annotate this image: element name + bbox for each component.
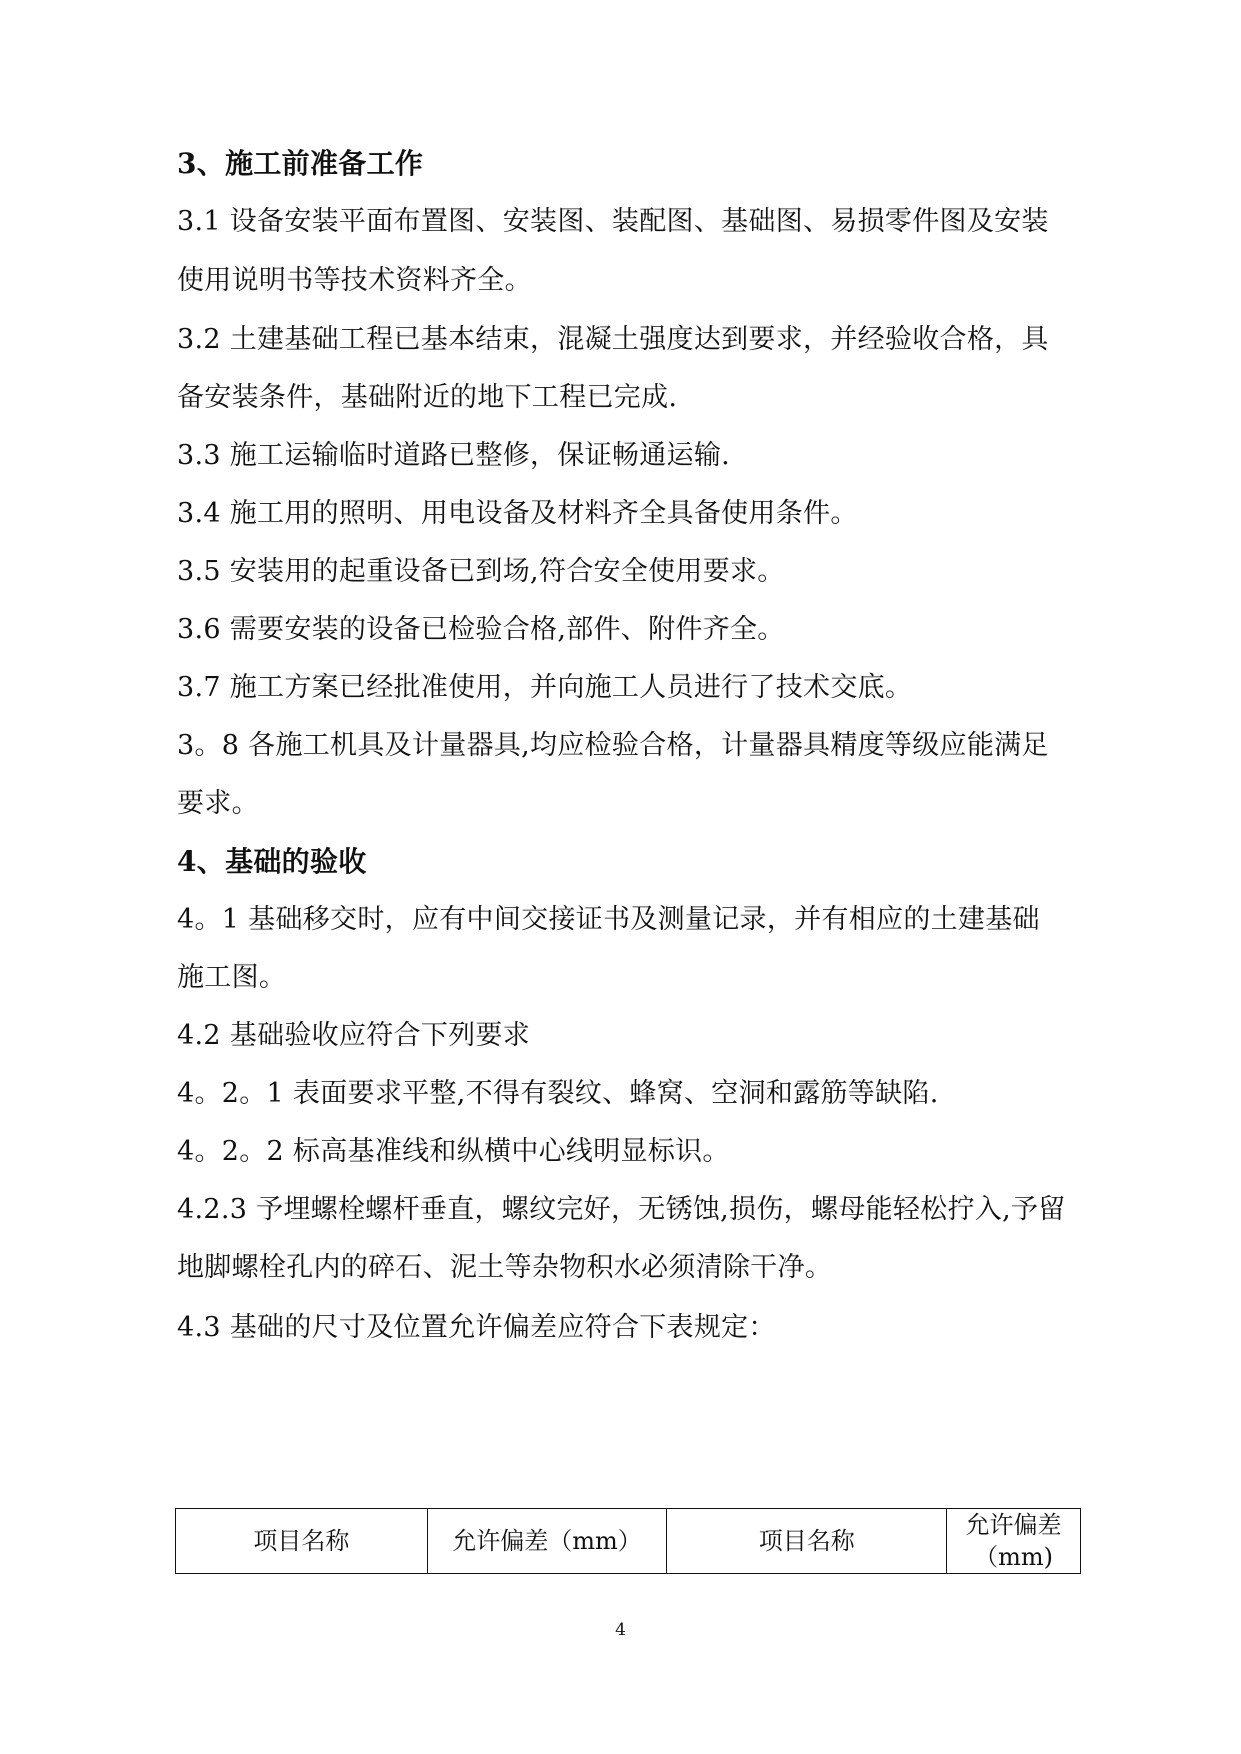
table-header-cell — [947, 1509, 1081, 1574]
table-header-cell: 项目名称 — [667, 1509, 947, 1574]
table-header-line: （mm) — [974, 1543, 1053, 1571]
section-4-line: 4。1 基础移交时，应有中间交接证书及测量记录，并有相应的土建基础 — [177, 904, 1040, 935]
tolerance-table — [175, 1508, 1081, 1574]
section-3-line: 备安装条件，基础附近的地下工程已完成. — [177, 382, 678, 413]
section-4-line: 地脚螺栓孔内的碎石、泥土等杂物积水必须清除干净。 — [177, 1252, 833, 1283]
section-4-line: 施工图。 — [177, 962, 287, 993]
table-header-cell: 项目名称 — [176, 1509, 428, 1574]
section-3-line: 3.3 施工运输临时道路已整修，保证畅通运输. — [177, 440, 731, 471]
section-4-line: 4。2。1 表面要求平整,不得有裂纹、蜂窝、空洞和露筋等缺陷. — [177, 1078, 939, 1109]
section-4-line: 4.2 基础验收应符合下列要求 — [177, 1020, 531, 1051]
table-header-cell: 允许偏差（mm） — [427, 1509, 667, 1574]
section-4-line: 4。2。2 标高基准线和纵横中心线明显标识。 — [177, 1136, 730, 1167]
section-3-line: 3.7 施工方案已经批准使用，并向施工人员进行了技术交底。 — [177, 672, 913, 703]
section-4-heading: 4、基础的验收 — [177, 845, 367, 878]
section-3-line: 使用说明书等技术资料齐全。 — [177, 265, 532, 296]
section-3-line: 3.1 设备安装平面布置图、安装图、装配图、基础图、易损零件图及安装 — [177, 206, 1049, 237]
table-header-row — [176, 1509, 1081, 1574]
section-3-line: 3.4 施工用的照明、用电设备及材料齐全具备使用条件。 — [177, 498, 858, 529]
section-3-line: 要求。 — [177, 788, 259, 819]
table-header-line: 允许偏差 — [965, 1511, 1062, 1539]
section-3-line: 3.2 土建基础工程已基本结束，混凝土强度达到要求，并经验收合格，具 — [177, 324, 1049, 355]
section-3-heading: 3、施工前准备工作 — [177, 147, 424, 180]
section-3-line: 3.5 安装用的起重设备已到场,符合安全使用要求。 — [177, 556, 785, 587]
section-4-line: 4.2.3 予埋螺栓螺杆垂直，螺纹完好，无锈蚀,损伤，螺母能轻松拧入,予留 — [177, 1194, 1066, 1225]
page-number: 4 — [615, 1620, 626, 1640]
section-3-line: 3.6 需要安装的设备已检验合格,部件、附件齐全。 — [177, 614, 785, 645]
section-3-line: 3。8 各施工机具及计量器具,均应检验合格，计量器具精度等级应能满足 — [177, 730, 1049, 761]
section-4-line: 4.3 基础的尺寸及位置允许偏差应符合下表规定： — [177, 1312, 776, 1343]
